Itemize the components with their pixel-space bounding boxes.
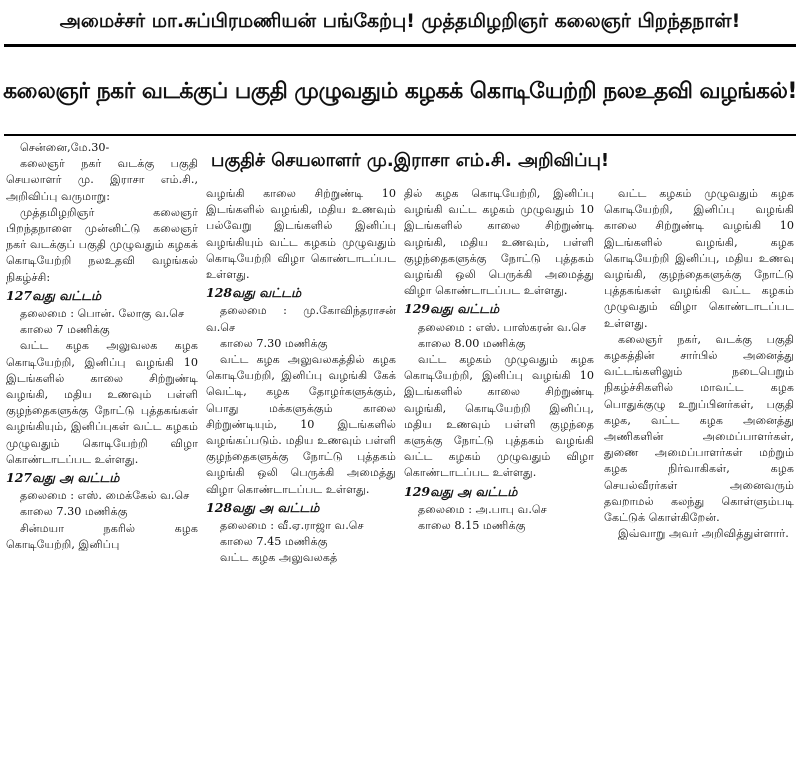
paragraph: தில் கழக கொடியேற்றி, இனிப்பு வழங்கி வட்ட கழகம் முழுவதும் 10 இடங்களில் காலை சிற்றுண்டி வழங்கி, மதிய உணவும், பள்ளி குழந்தைகளுக்கு நோட்டு புத்தகம் வழங்கி ஒலி பெருக்கி அமைத்து விழா கொண்டாடப்பட உள்ளது. <box>404 187 594 298</box>
paragraph: வட்ட கழக அலுவலக கழக கொடியேற்றி, இனிப்பு வழங்கி 10 இடங்களில் காலை சிற்றுண்டி வழங்கி, மதிய உணவும் பள்ளி குழந்தைகளுக்கு நோட்டு புத்தகங்கள் வழங்கியும், இனிப்புகள் வட்ட கழகம் முழுவதும் கொடியேற்றி விழா கொண்டாடப்பட உள்ளது. <box>6 339 198 466</box>
paragraph: இவ்வாறு அவர் அறிவித்துள்ளார். <box>618 527 789 541</box>
paragraph: தலைமை : மு.கோவிந்தராசன் வ.செ <box>206 304 396 334</box>
main-headline: கலைஞர் நகர் வடக்குப் பகுதி முழுவதும் கழகக் கொடியேற்றி நலஉதவி வழங்கல்! <box>3 79 797 104</box>
headline-rule <box>4 134 796 136</box>
paragraph: கலைஞர் நகர் வடக்கு பகுதி செயலாளர் மு. இராசா எம்.சி., அறிவிப்பு வருமாறு: <box>6 157 198 203</box>
dateline: சென்னை,மே.30- <box>20 141 110 154</box>
section-heading: 129வது அ வட்டம் <box>404 483 518 499</box>
paragraph: காலை 7 மணிக்கு <box>20 323 110 337</box>
paragraph: வழங்கி காலை சிற்றுண்டி 10 இடங்களில் வழங்கி, மதிய உணவும் பல்வேறு இடங்களில் இனிப்பு வழங்கியும் வட்ட கழகம் முழுவதும் கொடியேற்றி விழா கொண்டாடப்பட உள்ளது. <box>206 187 396 282</box>
kicker-headline: அமைச்சர் மா.சுப்பிரமணியன் பங்கேற்பு! முத்தமிழறிஞர் கலைஞர் பிறந்தநாள்! <box>59 10 741 32</box>
section-heading: 128வது வட்டம் <box>206 285 302 301</box>
paragraph: வட்ட கழக அலுவலகத்தில் கழக கொடியேற்றி, இனிப்பு வழங்கி கேக் வெட்டி, கழக தோழர்களுக்கும், பொது மக்களுக்கும் காலை சிற்றுண்டியும், 10 இடங்களில் வழங்கப்படும். மதிய உணவும் பள்ளி குழந்தைகளுக்கு நோட்டு புத்தகம் வழங்கி ஒலி பெருக்கி அமைத்து விழா கொண்டாடப்பட உள்ளது. <box>206 353 396 496</box>
section-heading: 128வது அ வட்டம் <box>206 499 320 515</box>
paragraph: முத்தமிழறிஞர் கலைஞர் பிறந்தநாளை முன்னிட்டு கலைஞர் நகர் வடக்குப் பகுதி முழுவதும் கழகக் கொடியேற்றி நலஉதவி வழங்கல் நிகழ்ச்சி: <box>6 205 198 284</box>
section-heading: 127வது வட்டம் <box>6 287 102 303</box>
paragraph: தலைமை : பொன். லோகு வ.செ <box>20 307 185 321</box>
column-2 <box>206 186 396 752</box>
paragraph: தலைமை : எஸ். பாஸ்கரன் வ.செ <box>418 320 587 334</box>
paragraph: வட்ட கழகம் முழுவதும் கழக கொடியேற்றி, இனிப்பு வழங்கி காலை சிற்றுண்டி வழங்கி 10 இடங்களில் வழங்கி, கழக கொடியேற்றி இனிப்பு, மதிய உணவு வழங்கி, குழந்தைகளுக்கு நோட்டு புத்தகங்கள் வழங்கி வட்ட கழகம் முழுவதும் விழா கொண்டாடப்பட உள்ளது. <box>604 187 794 330</box>
paragraph: காலை 7.45 மணிக்கு <box>220 535 328 549</box>
subheadline: பகுதிச் செயலாளர் மு.இராசா எம்.சி. அறிவிப்பு! <box>211 150 610 171</box>
column-1 <box>6 140 198 752</box>
paragraph: காலை 8.00 மணிக்கு <box>418 336 526 350</box>
paragraph: வட்ட கழக அலுவலகத் <box>220 551 338 565</box>
paragraph: சின்மயா நகரில் கழக கொடியேற்றி, இனிப்பு <box>6 521 198 551</box>
paragraph: காலை 8.15 மணிக்கு <box>418 519 526 533</box>
paragraph: வட்ட கழகம் முழுவதும் கழக கொடியேற்றி, இனிப்பு வழங்கி 10 இடங்களில் காலை சிற்றுண்டி வழங்கி, கொடியேற்றி இனிப்பு, மதிய உணவும் பள்ளி குழந்தை களுக்கு நோட்டு புத்தகம் வழங்கி வட்ட கழகம் முழுவதும் விழா கொண்டாடப்பட உள்ளது. <box>404 353 594 480</box>
paragraph: காலை 7.30 மணிக்கு <box>220 336 328 350</box>
section-heading: 129வது வட்டம் <box>404 301 500 317</box>
column-3 <box>404 186 594 752</box>
column-4 <box>604 186 794 752</box>
paragraph: தலைமை : எஸ். மைக்கேல் வ.செ <box>20 489 190 503</box>
section-heading: 127வது அ வட்டம் <box>6 470 120 486</box>
top-rule <box>4 44 796 47</box>
paragraph: தலைமை : வீ.ஏ.ராஜா வ.செ <box>220 519 364 533</box>
paragraph: தலைமை : அ.பாபு வ.செ <box>418 502 547 516</box>
paragraph: கலைஞர் நகர், வடக்கு பகுதி கழகத்தின் சார்பில் அனைத்து வட்டங்களிலும் நடைபெறும் நிகழ்ச்சிகளில் மாவட்ட கழக பொதுக்குழு உறுப்பினர்கள், பகுதி கழக, வட்ட கழக அனைத்து அணிகளின் அமைப்பாளர்கள், துணை அமைப்பாளர்கள் மற்றும் கழக நிர்வாகிகள், கழக செயல்வீரர்கள் அனைவரும் தவறாமல் கலந்து கொள்ளும்படி கேட்டுக் கொள்கிறேன். <box>604 332 794 525</box>
paragraph: காலை 7.30 மணிக்கு <box>20 505 128 519</box>
